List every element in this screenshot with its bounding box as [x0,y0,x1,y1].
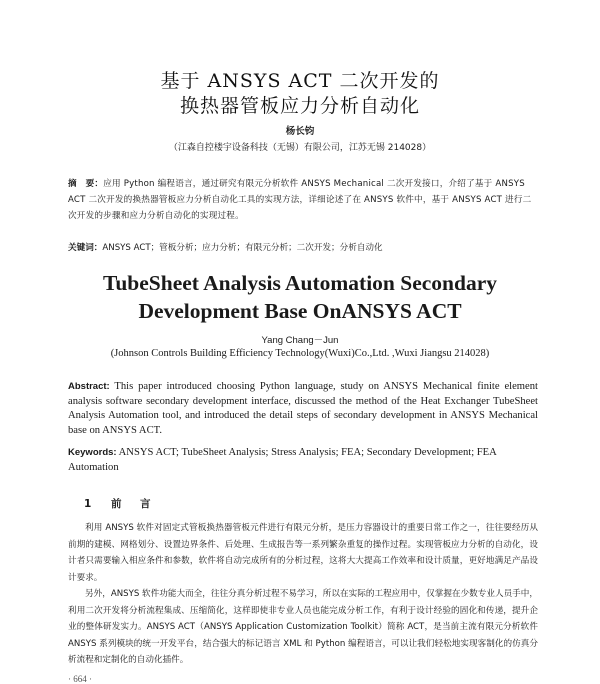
english-keywords-text: ANSYS ACT; TubeSheet Analysis; Stress Analysis; FEA; Secondary Development; FEA Automation [68,447,497,473]
english-keywords-label: Keywords: [68,447,117,458]
english-affiliation: (Johnson Controls Building Efficiency Technology(Wuxi)Co.,Ltd. ,Wuxi Jiangsu 214028) [110,348,490,359]
section-number: 1 [84,498,96,510]
english-keywords [68,446,538,475]
body-text [68,520,538,669]
chinese-keywords [68,241,538,253]
section-heading [84,496,154,511]
english-abstract [68,380,538,438]
chinese-abstract [68,176,538,224]
chinese-title-line-2: 换热器管板应力分析自动化 [179,95,420,117]
english-author: Yang Chang－Jun [261,335,339,346]
body-paragraph-2: 另外，ANSYS 软件功能大而全，往往分真分析过程不易学习，所以在实际的工程应用中，仅掌握在少数专业人员手中，利用二次开发将分析流程集成、压缩简化，这样即使非专业人员也能完成分析工作，有利于设计经验的固化和传递，提升企业的整体研发实力。ANSYS ACT（ANSYS Application Customization Toolkit）简称 ACT，是当前主流有限元分析软件 ANSYS 系列模块的统一开发平台，结合强大的标记语言 XML 和 Python 编程语言，可以让我们轻松地实现客制化的仿真分析流程和定制化的自动化插件。 [68,589,538,665]
chinese-author: 杨长钧 [285,126,315,137]
english-title-line-1: TubeSheet Analysis Automation Secondary [102,271,498,295]
section-title: 前 言 [110,498,155,510]
english-title-line-2: Development Base OnANSYS ACT [138,299,462,323]
english-title [0,269,600,325]
chinese-abstract-label: 摘 要： [68,179,104,189]
page-number: · 664 · [68,674,92,684]
chinese-title-line-1: 基于 ANSYS ACT 二次开发的 [160,70,440,92]
chinese-abstract-text: 应用 Python 编程语言，通过研究有限元分析软件 ANSYS Mechanical 二次开发接口，介绍了基于 ANSYS ACT 二次开发的换热器管板应力分析自动化工具的实现方法，详细论述了在 ANSYS 软件中，基于 ANSYS ACT 进行二次开发的步骤和应力分析自动化的实现过程。 [68,179,532,221]
english-abstract-label: Abstract: [68,381,110,392]
english-abstract-text: This paper introduced choosing Python language, study on ANSYS Mechanical finite element analysis software secondary development interface, discussed the method of the Heat Exchanger TubeSheet Analysis Automation tool, and introduced the detail steps of secondary development in ANSYS Mechanical base on ANSYS ACT. [68,381,538,436]
chinese-keywords-label: 关键词： [68,243,103,253]
chinese-keywords-text: ANSYS ACT；管板分析；应力分析；有限元分析；二次开发；分析自动化 [102,243,383,253]
chinese-affiliation: （江森自控楼宇设备科技（无锡）有限公司，江苏无锡 214028） [168,143,432,153]
body-paragraph-1: 利用 ANSYS 软件对固定式管板换热器管板元件进行有限元分析，是压力容器设计的重要日常工作之一，往往要经历从前期的建模、网格划分、设置边界条件、后处理、生成报告等一系列繁杂重复的操作过程。实现管板应力分析的自动化，设计者只需要输入相应条件和参数，软件将自动完成所有的分析过程，这将大大提高工作效率和设计质量，更好地满足产品设计要求。 [68,523,538,583]
